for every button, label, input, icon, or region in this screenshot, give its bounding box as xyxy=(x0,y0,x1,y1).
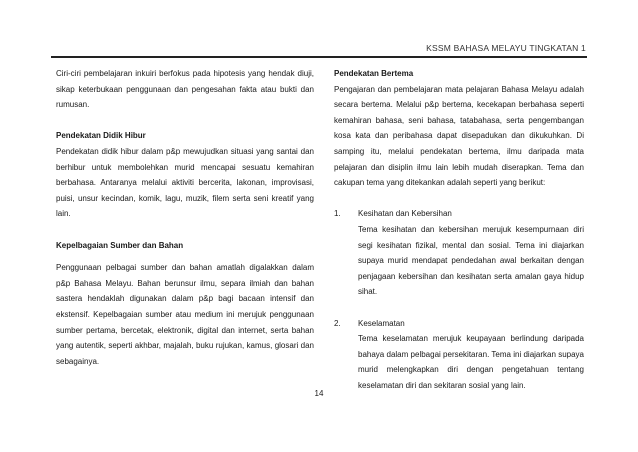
header-rule xyxy=(51,56,587,58)
section-text-bertema: Pengajaran dan pembelajaran mata pelajaran Bahasa Melayu adalah secara bertema. Melalui p&p bertema, kecekapan berbahasa seperti kemahiran bahasa, seni bahasa, tatabahasa, serta pengembangan kosa kata dan peribahasa dapat disepadukan dan dikukuhkan. Di samping itu, melalui pendekatan bertema, ilmu daripada mata pelajaran dan disiplin ilmu lain lebih mudah diserapkan. Tema dan cakupan tema yang ditekankan adalah seperti yang berikut: xyxy=(334,84,584,188)
section-heading-didik-hibur: Pendekatan Didik Hibur xyxy=(56,131,146,141)
section-text-didik-hibur: Pendekatan didik hibur dalam p&p mewujudkan situasi yang santai dan berhibur untuk membolehkan murid mencapai sesuatu kemahiran berbahasa. Antaranya melalui aktiviti bercerita, lakonan, improvisasi, puisi, unsur kecindan, komik, lagu, muzik, filem serta seni kreatif yang lain. xyxy=(56,146,314,219)
list-item-text: Tema keselamatan merujuk keupayaan berlindung daripada bahaya dalam pelbagai persekitaran. Tema ini diajarkan supaya murid melengkapkan diri dengan pengetahuan tentang keselamatan diri dan sekitaran sosial yang lain. xyxy=(358,334,584,390)
list-item-title: Keselamatan xyxy=(358,318,405,328)
section-heading-sumber-bahan: Kepelbagaian Sumber dan Bahan xyxy=(56,240,184,250)
list-item-number: 2. xyxy=(334,318,341,328)
section-text-sumber-bahan: Penggunaan pelbagai sumber dan bahan amatlah digalakkan dalam p&p Bahasa Melayu. Bahan berunsur ilmu, separa ilmiah dan bahan sastera hendaklah digunakan dalam p&p bagi bacaan intensif dan ekstensif. Kepelbagaian sumber atau medium ini merujuk penggunaan sumber pertama, bercetak, elektronik, digital dan internet, serta bahan yang autentik, seperti akhbar, majalah, buku rujukan, kamus, glosari dan sebagainya. xyxy=(56,263,314,366)
right-column xyxy=(334,66,584,393)
list-item xyxy=(334,206,584,300)
intro-paragraph: Ciri-ciri pembelajaran inkuiri berfokus pada hipotesis yang hendak diuji, sikap keterbukaan penggunaan dan pengesahan fakta atau bukti dan rumusan. xyxy=(56,69,314,110)
list-item-title: Kesihatan dan Kebersihan xyxy=(358,209,452,219)
left-column xyxy=(56,66,314,369)
list-item-text: Tema kesihatan dan kebersihan merujuk kesempurnaan diri segi kesihatan fizikal, mental dan sosial. Tema ini diajarkan supaya murid mendapat pendedahan awal berkaitan dengan penjagaan kebersihan dan kesihatan serta amalan gaya hidup sihat. xyxy=(358,224,584,297)
list-item xyxy=(334,316,584,394)
list-item-number: 1. xyxy=(334,209,341,219)
section-heading-bertema: Pendekatan Bertema xyxy=(334,69,414,78)
page-number: 14 xyxy=(314,389,324,398)
page-header: KSSM BAHASA MELAYU TINGKATAN 1 xyxy=(426,43,586,53)
